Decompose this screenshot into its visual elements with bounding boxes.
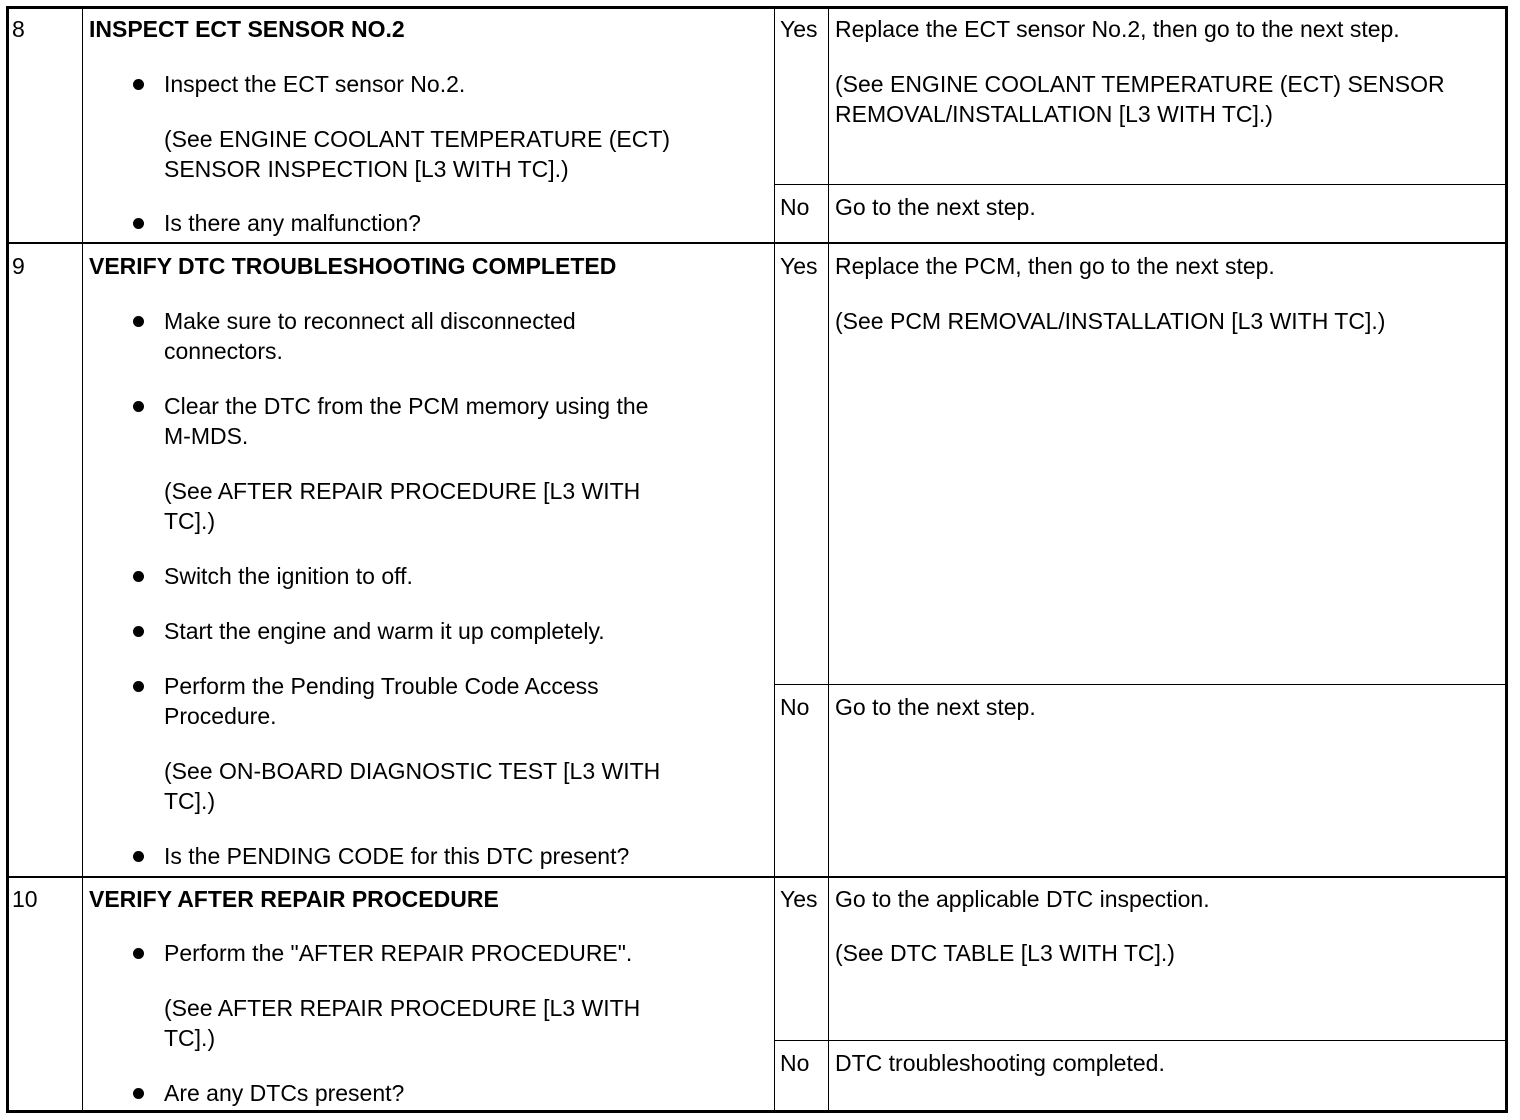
action-question: Is the PENDING CODE for this DTC present? (164, 843, 630, 869)
no-label: No (780, 194, 810, 220)
reference-text: (See AFTER REPAIR PROCEDURE [L3 WITH (164, 478, 641, 504)
yes-label: Yes (780, 886, 818, 912)
yes-no-divider (774, 184, 1508, 185)
bullet-icon (133, 681, 144, 692)
reference-text: TC].) (164, 1025, 216, 1051)
row-divider (6, 242, 1508, 244)
action-item: Procedure. (164, 703, 277, 729)
no-result: Go to the next step. (835, 194, 1036, 220)
reference-text: TC].) (164, 788, 216, 814)
step-number: 9 (12, 253, 25, 279)
step-title: VERIFY AFTER REPAIR PROCEDURE (89, 886, 499, 912)
reference-link[interactable]: REMOVAL/INSTALLATION [L3 WITH TC].) (835, 101, 1273, 127)
action-item: connectors. (164, 338, 283, 364)
action-item: Make sure to reconnect all disconnected (164, 308, 576, 334)
reference-text: (See ENGINE COOLANT TEMPERATURE (ECT) (164, 126, 671, 152)
table-border-top (6, 6, 1508, 9)
step-title: INSPECT ECT SENSOR NO.2 (89, 16, 405, 42)
action-item: Perform the "AFTER REPAIR PROCEDURE". (164, 940, 633, 966)
bullet-icon (133, 79, 144, 90)
step-title: VERIFY DTC TROUBLESHOOTING COMPLETED (89, 253, 617, 279)
step-number: 10 (12, 886, 38, 912)
no-result: DTC troubleshooting completed. (835, 1050, 1165, 1076)
bullet-icon (133, 851, 144, 862)
bullet-icon (133, 1088, 144, 1099)
row-divider (6, 876, 1508, 878)
action-item: Switch the ignition to off. (164, 563, 413, 589)
bullet-icon (133, 316, 144, 327)
reference-text: TC].) (164, 508, 216, 534)
table-border-left (6, 6, 9, 1113)
column-divider (82, 6, 83, 1113)
bullet-icon (133, 948, 144, 959)
bullet-icon (133, 218, 144, 229)
action-item: Start the engine and warm it up completely. (164, 618, 605, 644)
table-border-right (1505, 6, 1508, 1113)
column-divider (774, 6, 775, 1113)
reference-link[interactable]: (See ENGINE COOLANT TEMPERATURE (ECT) SENSOR (835, 71, 1445, 97)
no-label: No (780, 694, 810, 720)
action-item: Clear the DTC from the PCM memory using the (164, 393, 649, 419)
yes-no-divider (774, 1040, 1508, 1041)
reference-text: SENSOR INSPECTION [L3 WITH TC].) (164, 156, 569, 182)
yes-result: Replace the ECT sensor No.2, then go to the next step. (835, 16, 1400, 42)
action-question: Are any DTCs present? (164, 1080, 405, 1106)
no-result: Go to the next step. (835, 694, 1036, 720)
action-item: Perform the Pending Trouble Code Access (164, 673, 599, 699)
reference-text: (See AFTER REPAIR PROCEDURE [L3 WITH (164, 995, 641, 1021)
table-border-bottom (6, 1110, 1508, 1113)
bullet-icon (133, 571, 144, 582)
no-label: No (780, 1050, 810, 1076)
yes-label: Yes (780, 253, 818, 279)
action-item: Inspect the ECT sensor No.2. (164, 71, 466, 97)
reference-link[interactable]: (See PCM REMOVAL/INSTALLATION [L3 WITH TC].) (835, 308, 1386, 334)
yes-result: Replace the PCM, then go to the next step. (835, 253, 1275, 279)
column-divider (828, 6, 829, 1113)
step-number: 8 (12, 16, 25, 42)
bullet-icon (133, 401, 144, 412)
action-question: Is there any malfunction? (164, 210, 421, 236)
yes-no-divider (774, 684, 1508, 685)
reference-link[interactable]: (See DTC TABLE [L3 WITH TC].) (835, 940, 1175, 966)
action-item: M-MDS. (164, 423, 249, 449)
bullet-icon (133, 626, 144, 637)
reference-text: (See ON-BOARD DIAGNOSTIC TEST [L3 WITH (164, 758, 661, 784)
yes-result: Go to the applicable DTC inspection. (835, 886, 1210, 912)
yes-label: Yes (780, 16, 818, 42)
